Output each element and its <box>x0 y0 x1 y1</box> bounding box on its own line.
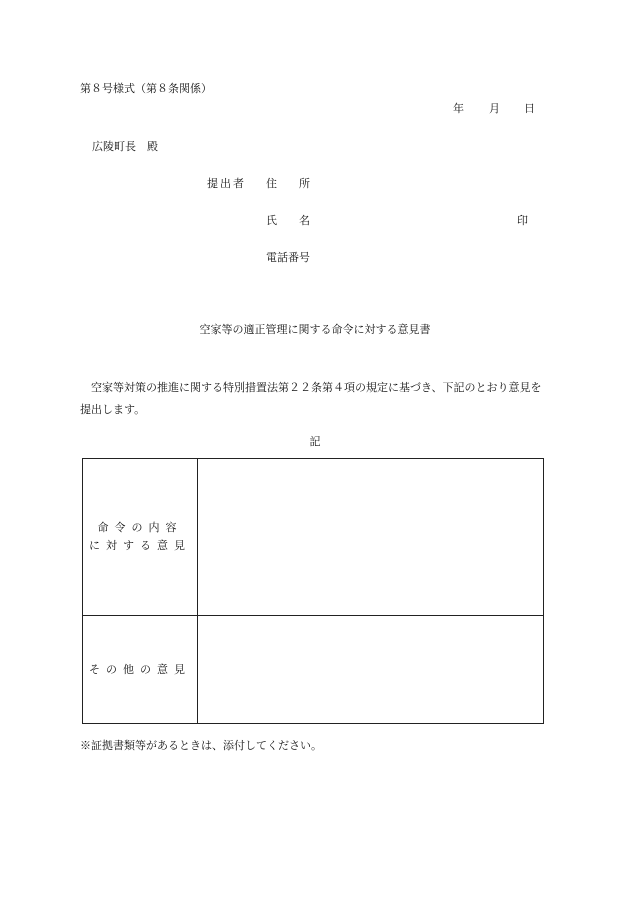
seal-label: 印 <box>517 214 528 227</box>
date-day-label: 日 <box>524 102 535 115</box>
submitter-label: 提出者 <box>207 177 246 190</box>
addressee: 広陵町長 殿 <box>92 140 158 153</box>
phone-label: 電話番号 <box>266 251 310 264</box>
table-row <box>83 616 543 723</box>
order-opinion-field[interactable] <box>198 459 543 615</box>
order-opinion-label-line1: 命令の内容 <box>97 521 183 534</box>
date-month-label: 月 <box>489 102 500 115</box>
other-opinion-field[interactable] <box>198 616 543 723</box>
address-label: 住 所 <box>266 177 310 190</box>
form-number: 第８号様式（第８条関係） <box>80 82 212 95</box>
order-opinion-label-line2: に対する意見 <box>89 539 191 552</box>
order-opinion-label-cell <box>83 459 198 615</box>
document-title: 空家等の適正管理に関する命令に対する意見書 <box>199 323 431 336</box>
other-opinion-label-cell <box>83 616 198 723</box>
other-opinion-label-line1: その他の意見 <box>89 662 191 676</box>
note-heading: 記 <box>309 435 321 448</box>
date-year-label: 年 <box>453 102 464 115</box>
opinion-table <box>82 458 544 724</box>
body-text: 空家等対策の推進に関する特別措置法第２２条第４項の規定に基づき、下記のとおり意見を提出します。 <box>80 381 542 416</box>
name-label: 氏 名 <box>266 214 310 227</box>
footnote: ※証拠書類等があるときは、添付してください。 <box>80 739 322 752</box>
table-row <box>83 459 543 616</box>
